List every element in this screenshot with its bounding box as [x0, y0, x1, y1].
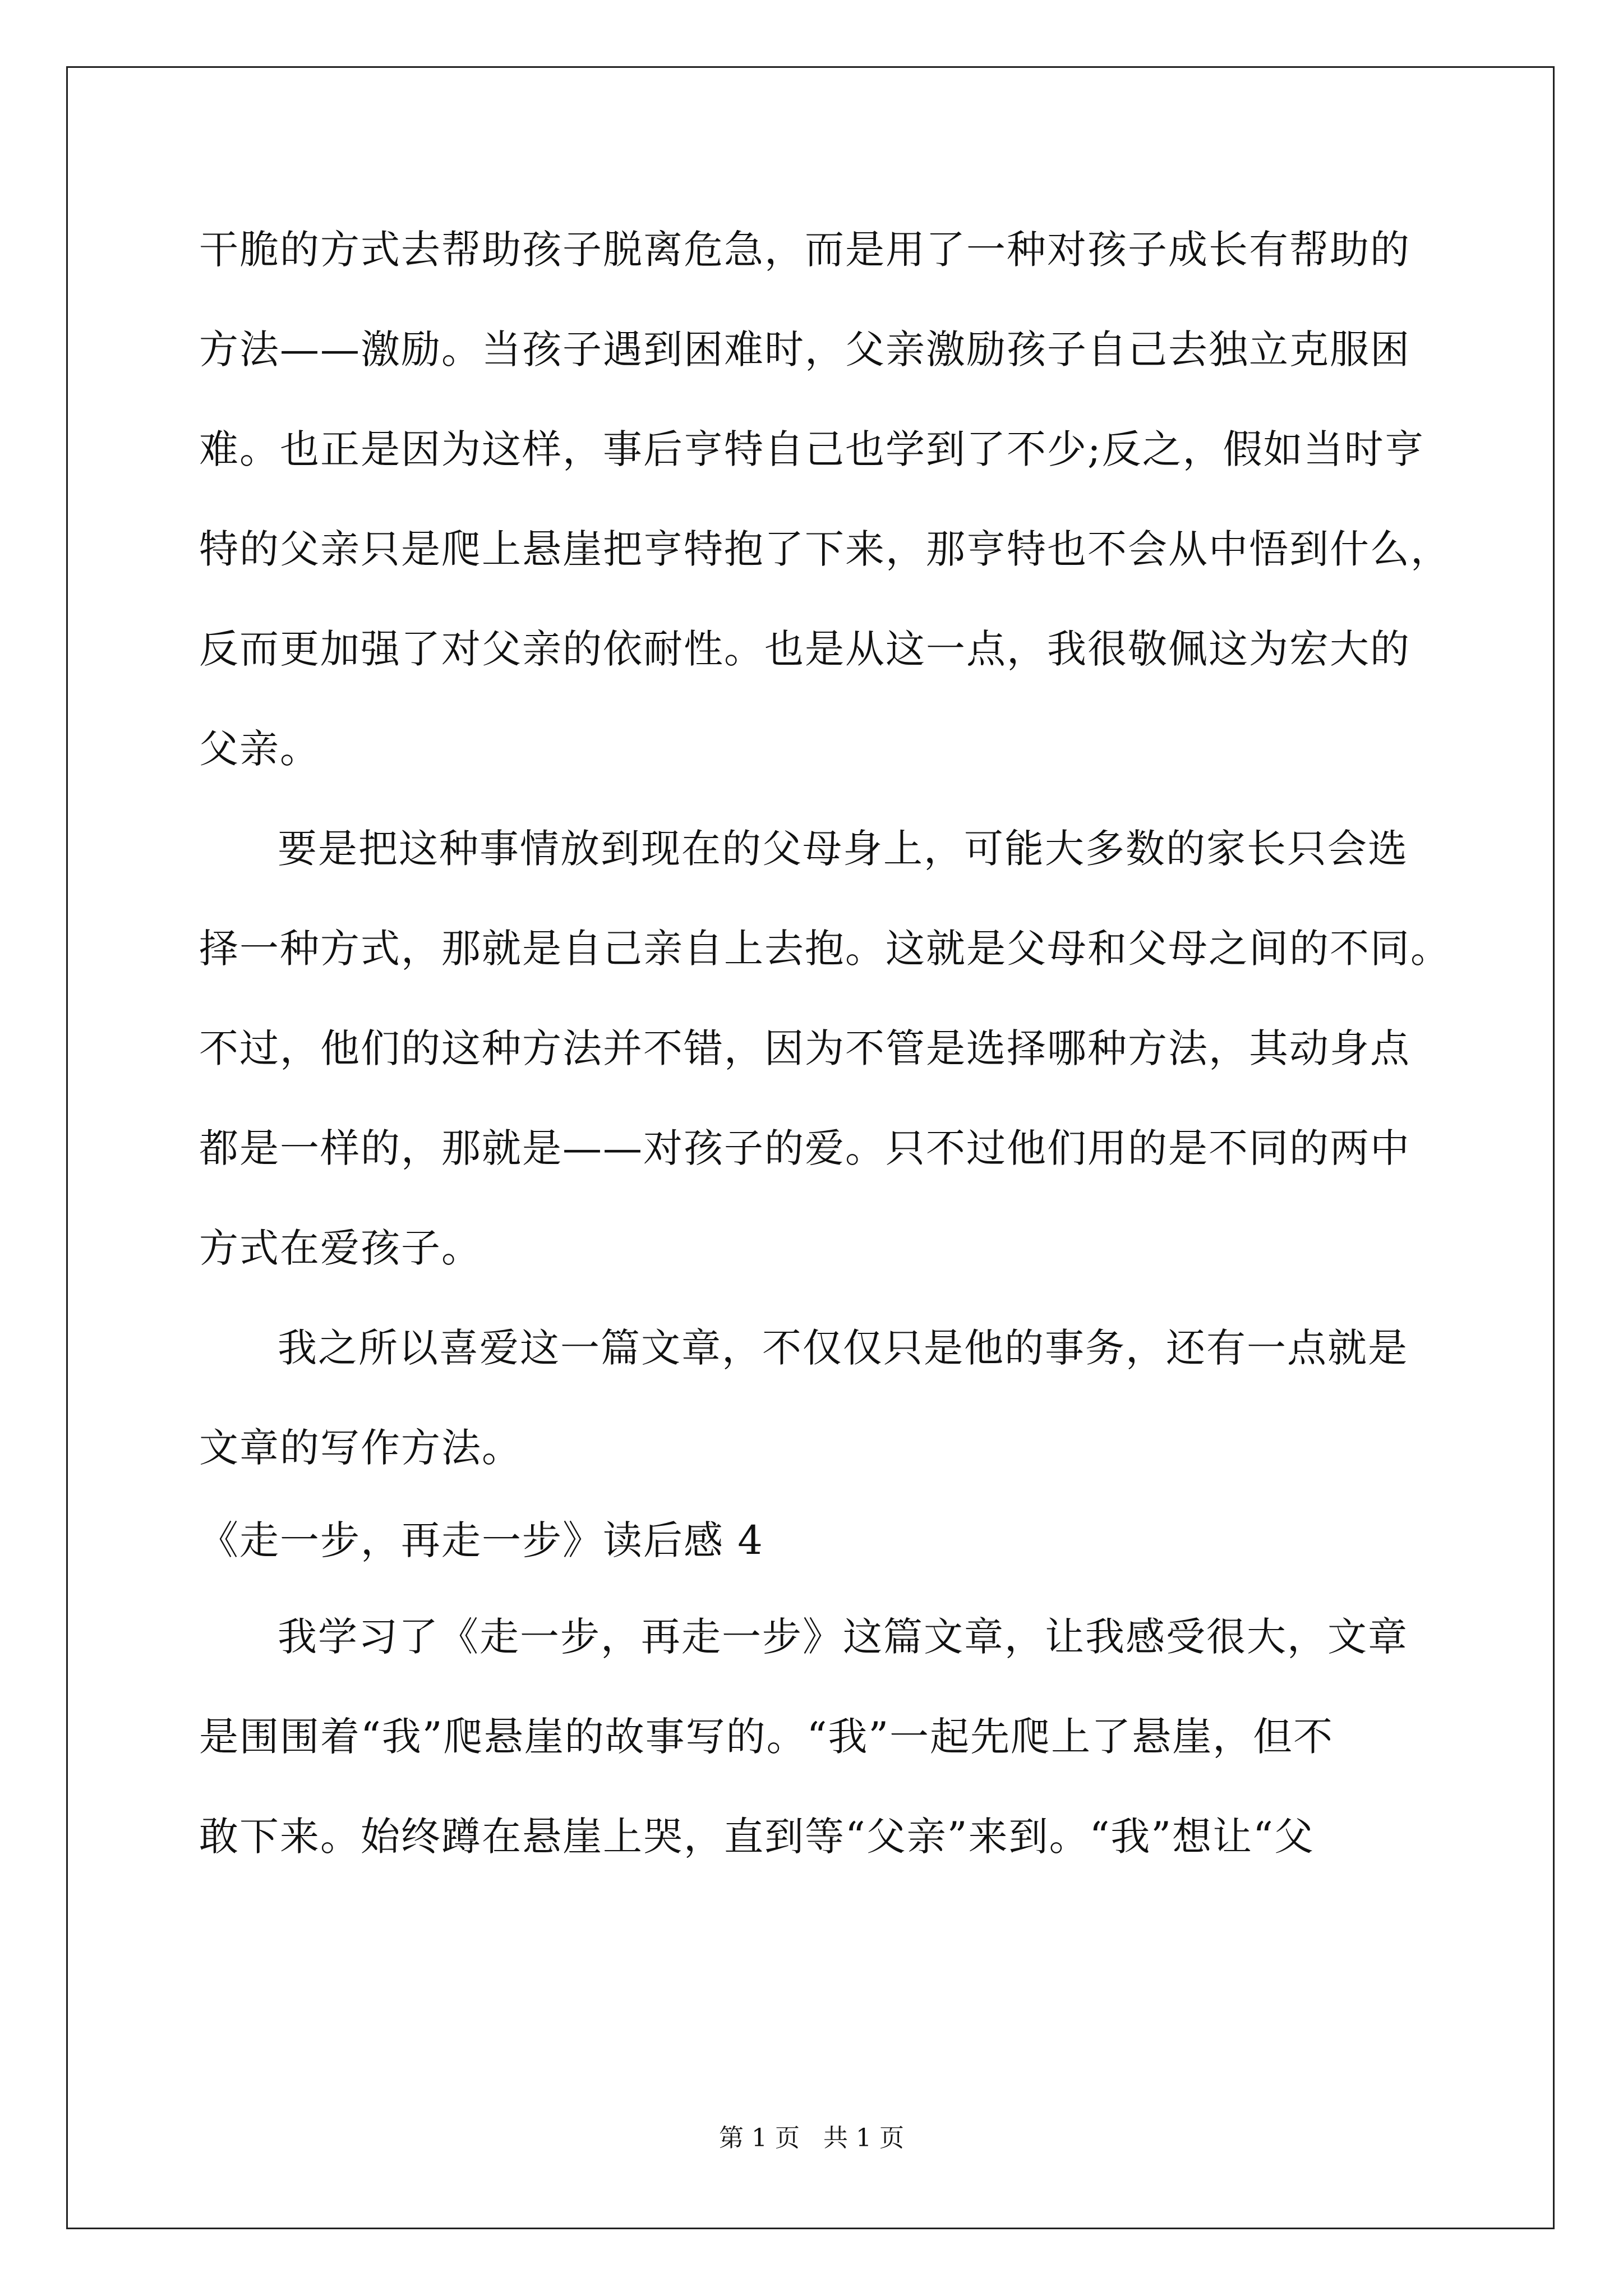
text-line: 是围围着“我”爬悬崖的故事写的。“我”一起先爬上了悬崖，但不 [199, 1714, 1334, 1760]
text-line: 方法——激励。当孩子遇到困难时，父亲激励孩子自己去独立克服困 [199, 326, 1410, 372]
text-line: 父亲。 [199, 726, 320, 772]
text-line: 反而更加强了对父亲的依耐性。也是从这一点，我很敬佩这为宏大的 [199, 626, 1410, 672]
text-line: 方式在爱孩子。 [199, 1225, 482, 1271]
text-line: 文章的写作方法。 [199, 1425, 522, 1471]
text-line: 敢下来。始终蹲在悬崖上哭，直到等“父亲”来到。“我”想让“父 [199, 1814, 1315, 1860]
text-line: 要是把这种事情放到现在的父母身上，可能大多数的家长只会选 [278, 826, 1408, 872]
text-line: 我之所以喜爱这一篇文章，不仅仅只是他的事务，还有一点就是 [278, 1325, 1408, 1371]
section-heading: 《走一步，再走一步》读后感 4 [199, 1517, 764, 1563]
text-line: 难。也正是因为这样，事后亨特自己也学到了不少;反之，假如当时亨 [199, 426, 1425, 472]
text-line: 干脆的方式去帮助孩子脱离危急，而是用了一种对孩子成长有帮助的 [199, 227, 1410, 273]
text-line: 特的父亲只是爬上悬崖把亨特抱了下来，那亨特也不会从中悟到什么， [199, 526, 1451, 572]
text-line: 都是一样的，那就是——对孩子的爱。只不过他们用的是不同的两中 [199, 1125, 1410, 1171]
page-footer: 第 1 页 共 1 页 [719, 2124, 904, 2152]
text-line: 不过，他们的这种方法并不错，因为不管是选择哪种方法，其动身点 [199, 1025, 1410, 1071]
text-line: 我学习了《走一步，再走一步》这篇文章，让我感受很大，文章 [278, 1614, 1408, 1660]
text-line: 择一种方式，那就是自己亲自上去抱。这就是父母和父母之间的不同。 [199, 926, 1451, 972]
